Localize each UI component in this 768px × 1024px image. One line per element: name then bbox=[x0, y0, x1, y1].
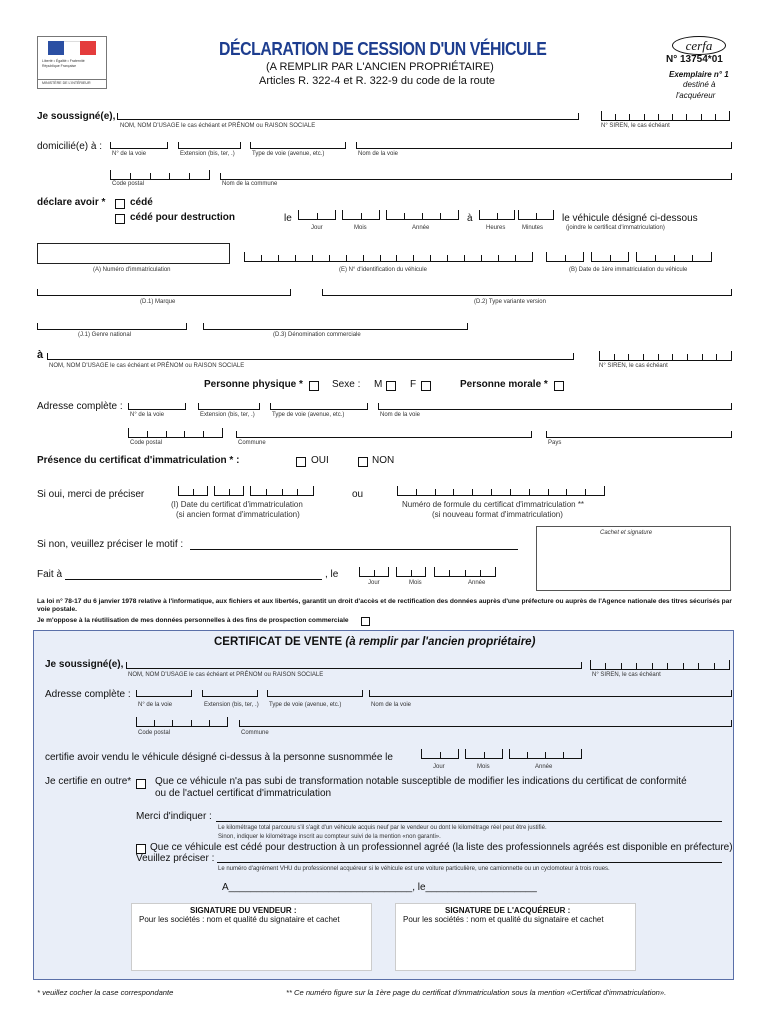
cerfa-logo: cerfa bbox=[672, 36, 726, 55]
footer-note-1: * veuillez cocher la case correspondante bbox=[37, 988, 174, 997]
sale-siren-field[interactable] bbox=[590, 660, 730, 670]
type-variante-field[interactable] bbox=[322, 289, 732, 296]
numero-formule-field[interactable] bbox=[397, 486, 605, 496]
date-cert-mois[interactable] bbox=[214, 486, 244, 496]
sale-jour[interactable] bbox=[421, 749, 459, 759]
buyer-code-postal[interactable] bbox=[128, 428, 223, 438]
footer-note-2: ** Ce numéro figure sur la 1ère page du certificat d'immatriculation sous la mention «Certificat d'immatriculation». bbox=[286, 988, 667, 997]
personne-physique-checkbox[interactable] bbox=[309, 381, 319, 391]
cede-destruction-checkbox[interactable] bbox=[115, 214, 125, 224]
buyer-name-field[interactable] bbox=[47, 353, 574, 360]
marque-field[interactable] bbox=[37, 289, 291, 296]
seller-label: Je soussigné(e), bbox=[37, 111, 116, 122]
first-immat-mois[interactable] bbox=[591, 252, 629, 262]
cession-mois[interactable] bbox=[342, 210, 380, 220]
form-subtitle: (A REMPLIR PAR L'ANCIEN PROPRIÉTAIRE) bbox=[266, 61, 494, 73]
kilometrage-field[interactable] bbox=[216, 820, 722, 822]
seller-siren-field[interactable] bbox=[601, 111, 730, 121]
cession-annee[interactable] bbox=[386, 210, 459, 220]
buyer-type-voie[interactable] bbox=[270, 403, 368, 410]
sale-name-field[interactable] bbox=[126, 662, 582, 669]
cession-jour[interactable] bbox=[298, 210, 336, 220]
cede-checkbox[interactable] bbox=[115, 199, 125, 209]
seller-commune[interactable] bbox=[220, 173, 732, 180]
first-immat-annee[interactable] bbox=[636, 252, 712, 262]
exemplaire: Exemplaire n° 1 bbox=[669, 70, 729, 79]
sale-type-voie[interactable] bbox=[267, 690, 363, 697]
genre-field[interactable] bbox=[37, 323, 187, 330]
date-cert-annee[interactable] bbox=[250, 486, 314, 496]
sale-mois[interactable] bbox=[465, 749, 503, 759]
logo-text: Liberté • Égalité • Fraternité bbox=[42, 59, 85, 63]
fait-le-mois[interactable] bbox=[396, 567, 426, 577]
seller-code-postal[interactable] bbox=[110, 170, 210, 180]
date-cert-jour[interactable] bbox=[178, 486, 208, 496]
form-title: DÉCLARATION DE CESSION D'UN VÉHICULE bbox=[219, 39, 547, 59]
cnil-notice: La loi n° 78-17 du 6 janvier 1978 relative à l'informatique, aux fichiers et aux libertés, garantit un droit d'accès et de rectification des données auprès d'une préfecture ou auprès de l'Agence nationale des titres sécurisés par voie postale. bbox=[37, 598, 732, 613]
certificat-non-checkbox[interactable] bbox=[358, 457, 368, 467]
sale-annee[interactable] bbox=[509, 749, 582, 759]
seller-no-voie[interactable] bbox=[110, 142, 168, 149]
fait-a-field[interactable] bbox=[65, 578, 322, 580]
buyer-nom-voie[interactable] bbox=[378, 403, 732, 410]
sale-a-le-line[interactable]: A_________________________________, le____________________ bbox=[222, 882, 537, 893]
sale-code-postal[interactable] bbox=[136, 717, 228, 727]
oppose-notice: Je m'oppose à la réutilisation de mes données personnelles à des fins de prospection commerciale bbox=[37, 617, 349, 624]
logo-subtext: République Française bbox=[42, 64, 77, 68]
fait-le-jour[interactable] bbox=[359, 567, 389, 577]
seller-type-voie[interactable] bbox=[250, 142, 346, 149]
declare-label: déclare avoir * bbox=[37, 197, 106, 208]
ministry-band: MINISTÈRE DE L'INTÉRIEUR bbox=[37, 79, 107, 89]
buyer-pays[interactable] bbox=[546, 431, 732, 438]
denomination-field[interactable] bbox=[203, 323, 468, 330]
vin-field[interactable] bbox=[244, 252, 533, 262]
vhu-field[interactable] bbox=[217, 861, 722, 863]
seller-name-field[interactable] bbox=[117, 113, 579, 120]
first-immat-jour[interactable] bbox=[546, 252, 584, 262]
cession-minutes[interactable] bbox=[518, 210, 554, 220]
oppose-checkbox[interactable] bbox=[361, 617, 370, 626]
republique-logo bbox=[37, 36, 107, 80]
immatriculation-field[interactable] bbox=[37, 243, 230, 264]
personne-morale-checkbox[interactable] bbox=[554, 381, 564, 391]
buyer-siren-field[interactable] bbox=[599, 351, 732, 361]
certificat-oui-checkbox[interactable] bbox=[296, 457, 306, 467]
sexe-f-checkbox[interactable] bbox=[421, 381, 431, 391]
seller-extension[interactable] bbox=[178, 142, 241, 149]
fait-le-annee[interactable] bbox=[434, 567, 496, 577]
sale-extension[interactable] bbox=[202, 690, 258, 697]
sale-nom-voie[interactable] bbox=[369, 690, 732, 697]
sale-no-voie[interactable] bbox=[136, 690, 192, 697]
buyer-a-label: à bbox=[37, 349, 44, 361]
buyer-commune[interactable] bbox=[236, 431, 532, 438]
transformation-checkbox[interactable] bbox=[136, 779, 146, 789]
cession-heures[interactable] bbox=[479, 210, 515, 220]
sale-commune[interactable] bbox=[239, 720, 732, 727]
seller-nom-voie[interactable] bbox=[356, 142, 732, 149]
buyer-no-voie[interactable] bbox=[128, 403, 186, 410]
sexe-m-checkbox[interactable] bbox=[386, 381, 396, 391]
motif-field[interactable] bbox=[190, 548, 518, 550]
domicile-label: domicilié(e) à : bbox=[37, 141, 103, 152]
form-articles: Articles R. 322-4 et R. 322-9 du code de la route bbox=[259, 75, 496, 87]
sale-title: CERTIFICAT DE VENTE (à remplir par l'ancien propriétaire) bbox=[214, 636, 536, 648]
cerfa-number: N° 13754*01 bbox=[666, 54, 723, 65]
buyer-extension[interactable] bbox=[198, 403, 260, 410]
